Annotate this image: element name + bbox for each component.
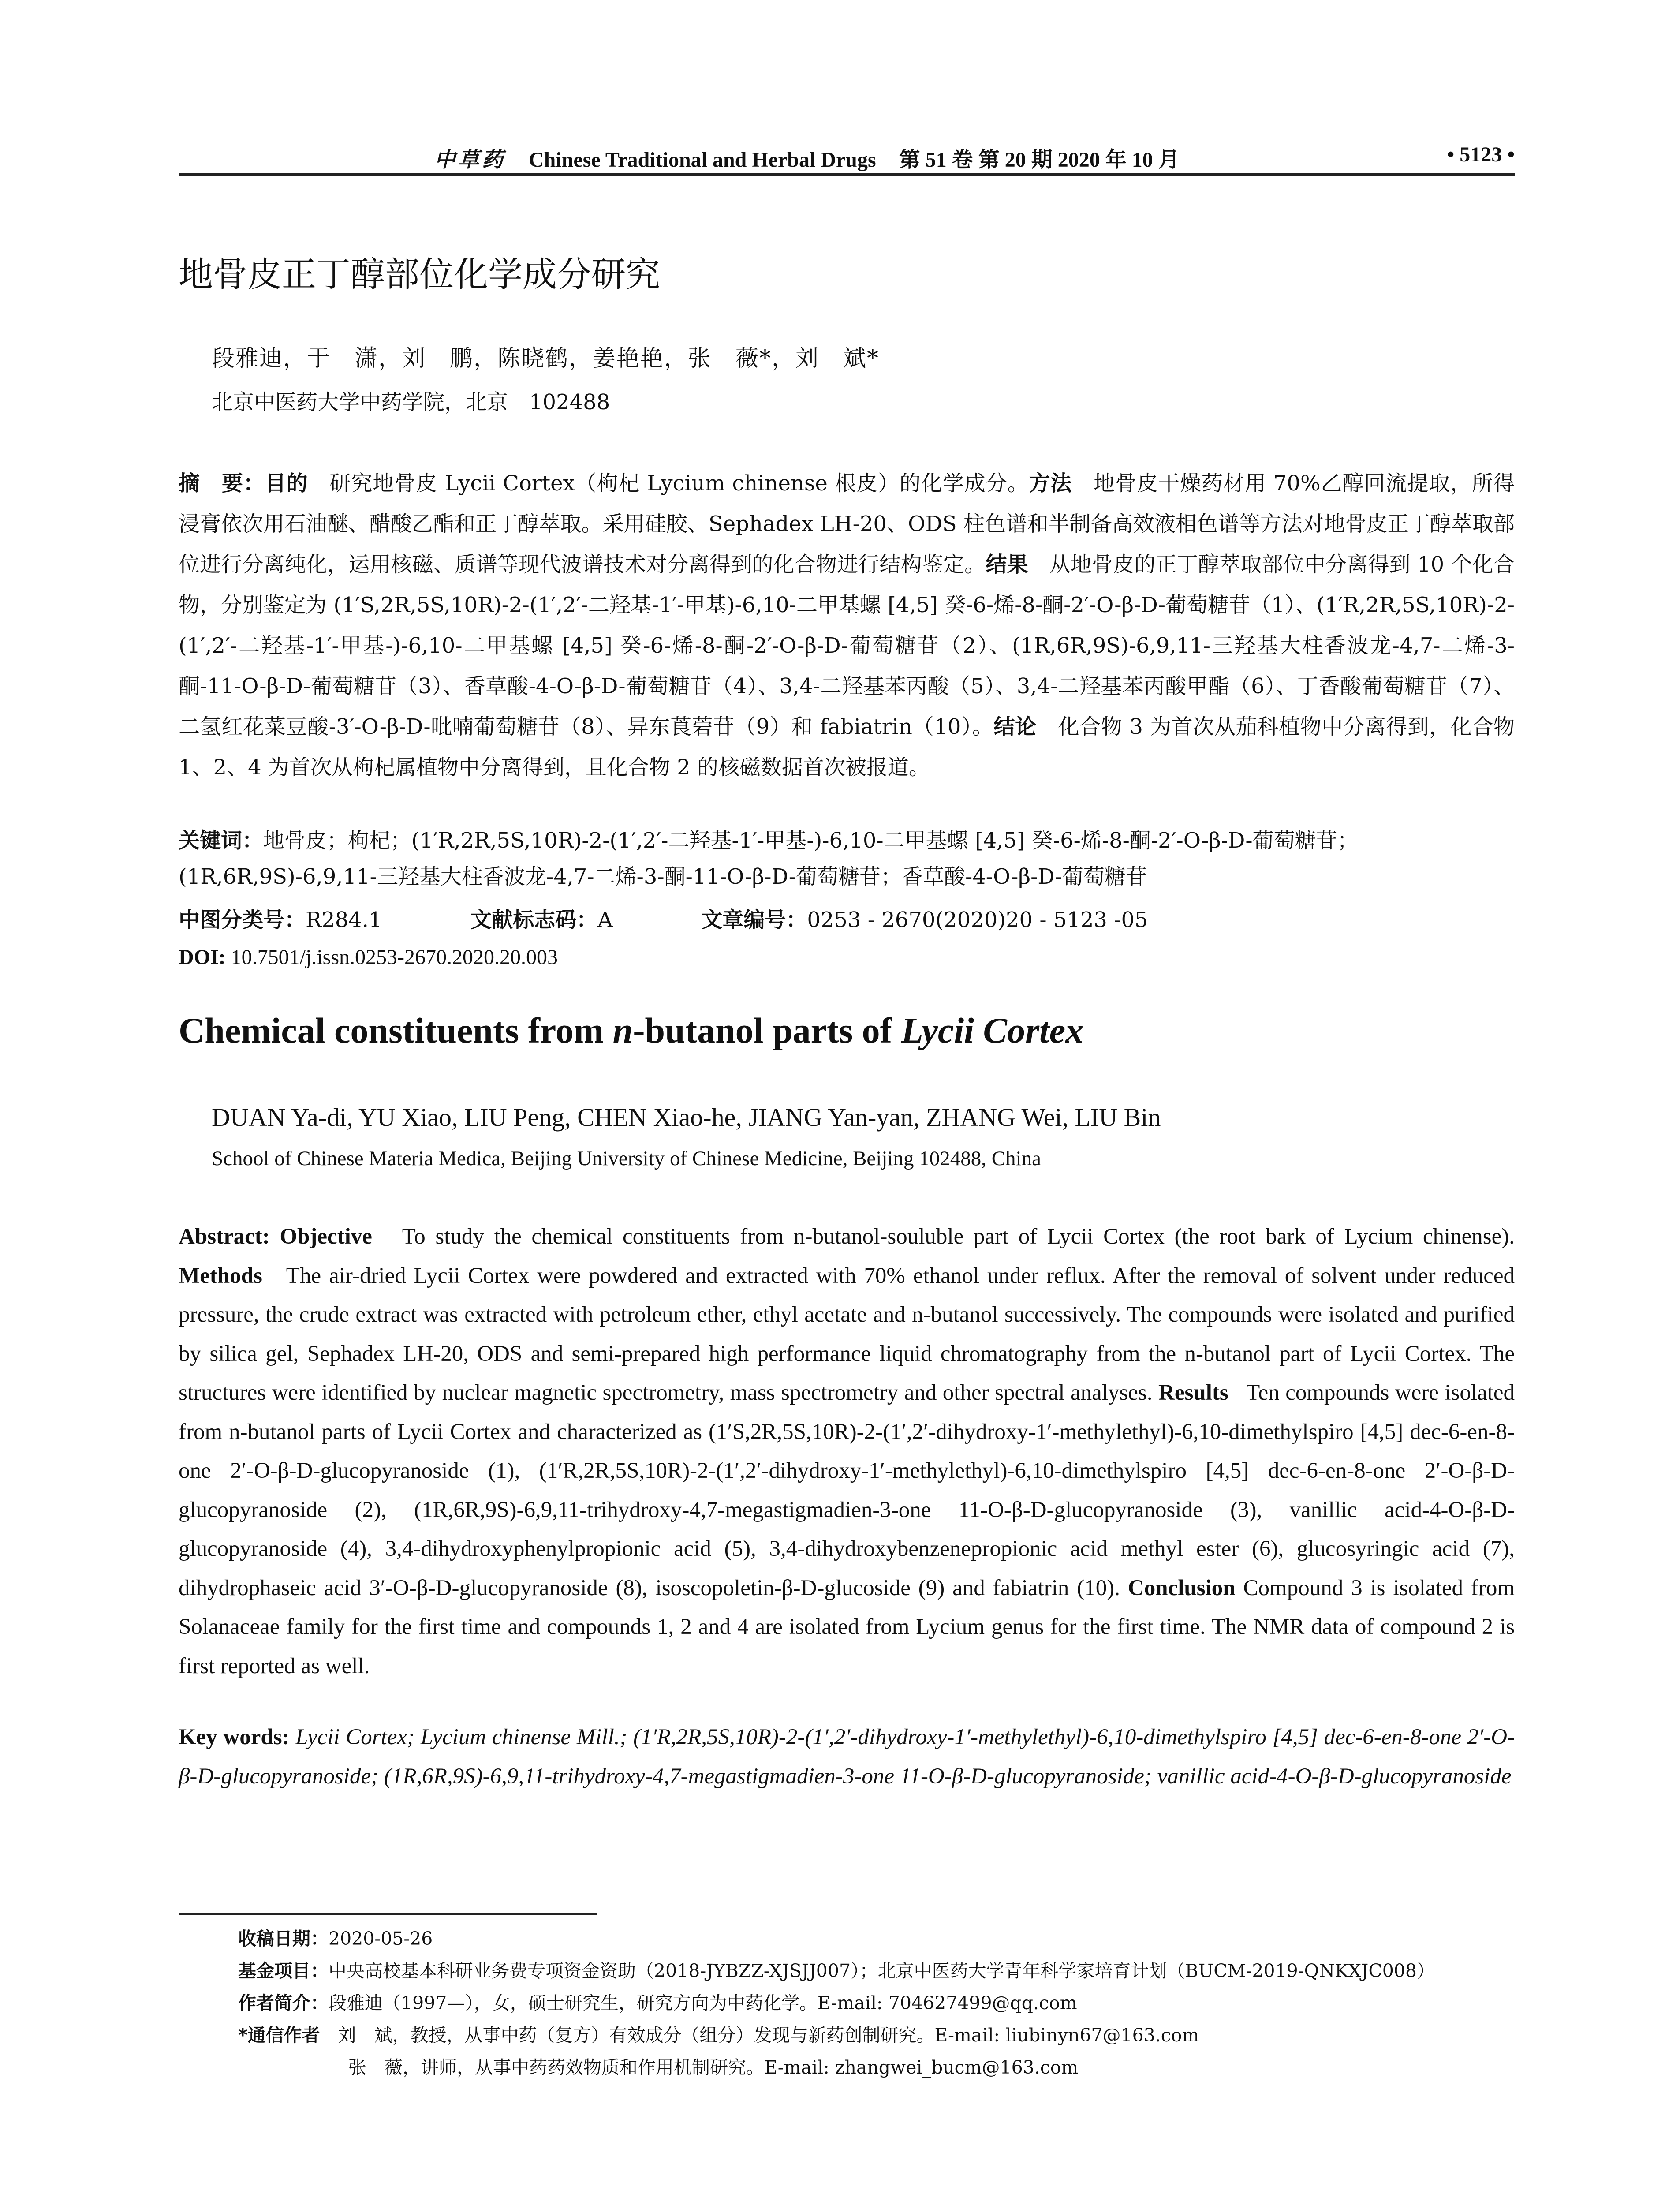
articleno-value: 0253 - 2670(2020)20 - 5123 -05 bbox=[807, 908, 1148, 932]
english-title bbox=[179, 1010, 1083, 1051]
english-authors: DUAN Ya-di, YU Xiao, LIU Peng, CHEN Xiao-he, JIANG Yan-yan, ZHANG Wei, LIU Bin bbox=[212, 1103, 1161, 1132]
running-header bbox=[179, 139, 1515, 176]
clc-label: 中图分类号： bbox=[179, 908, 306, 932]
objective-label: 目的 bbox=[265, 471, 308, 496]
keywords-text: 地骨皮；枸杞；(1′R,2R,5S,10R)-2-(1′,2′-二羟基-1′-甲基-)-6,10-二甲基螺 [4,5] 癸-6-烯-8-酮-2′-O-β-D-葡萄糖苷；(1R,6R,9S)-6,9,11-三羟基大柱香波龙-4,7-二烯-3-酮-11-O-β-D-葡萄糖苷；香草酸-4-O-β-D-葡萄糖苷 bbox=[179, 828, 1359, 889]
footnotes bbox=[238, 1923, 1517, 2084]
conclusion-label: 结论 bbox=[993, 714, 1037, 739]
received-label: 收稿日期： bbox=[238, 1928, 329, 1949]
chinese-title: 地骨皮正丁醇部位化学成分研究 bbox=[179, 255, 661, 295]
correspondence-note-2 bbox=[238, 2052, 1517, 2084]
english-title-part: Lycii Cortex bbox=[901, 1010, 1084, 1050]
keywords-label: 关键词： bbox=[179, 828, 264, 853]
en-conclusion-text: Compound 3 is isolated from Solanaceae family for the first time and compounds 1, 2 and 4 are isolated from Lycium genus for the first time. The NMR data of compound 2 is first reported as well. bbox=[179, 1575, 1515, 1678]
author-label: 作者简介： bbox=[238, 1992, 329, 2014]
chinese-abstract bbox=[179, 463, 1515, 788]
en-objective-text: To study the chemical constituents from n-butanol-souluble part of Lycii Cortex (the root bark of Lycium chinense). bbox=[402, 1224, 1515, 1249]
conclusion-text: 化合物 3 为首次从茄科植物中分离得到，化合物 1、2、4 为首次从枸杞属植物中分离得到，且化合物 2 的核磁数据首次被报道。 bbox=[179, 714, 1515, 780]
articleno-label: 文章编号： bbox=[701, 908, 807, 932]
footnote-divider bbox=[179, 1913, 597, 1915]
fund-note bbox=[238, 1955, 1517, 1987]
fund-label: 基金项目： bbox=[238, 1960, 329, 1981]
en-conclusion-label: Conclusion bbox=[1127, 1575, 1236, 1600]
english-affiliation: School of Chinese Materia Medica, Beijing University of Chinese Medicine, Beijing 102488, China bbox=[212, 1147, 1041, 1170]
author-note bbox=[238, 1987, 1517, 2019]
chinese-affiliation: 北京中医药大学中药学院，北京 102488 bbox=[212, 390, 610, 415]
en-keywords-text: Lycii Cortex; Lycium chinense Mill.; (1′R,2R,5S,10R)-2-(1′,2′-dihydroxy-1′-methylethyl)-6,10-dimethylspiro [4,5] dec-6-en-8-one 2′-O-β-D-glucopyranoside; (1R,6R,9S)-6,9,11-trihydroxy-4,7-megastigmadien-3-one 11-O-β-D-glucopyranoside; vanillic acid-4-O-β-D-glucopyranoside bbox=[179, 1725, 1515, 1789]
journal-issue: 第 51 卷 第 20 期 2020 年 10 月 bbox=[899, 148, 1180, 172]
abstract-label: 摘 要： bbox=[179, 471, 265, 496]
results-label: 结果 bbox=[986, 552, 1028, 577]
page-number: • 5123 • bbox=[1447, 143, 1515, 166]
doi-label: DOI: bbox=[179, 946, 226, 969]
received-date: 2020-05-26 bbox=[329, 1928, 433, 1949]
doi-value: 10.7501/j.issn.0253-2670.2020.20.003 bbox=[231, 946, 558, 969]
doccode-value: A bbox=[597, 908, 613, 932]
correspondence-note bbox=[238, 2019, 1517, 2052]
classification-line bbox=[179, 902, 1515, 938]
doccode-label: 文献标志码： bbox=[470, 908, 598, 932]
en-keywords-label: Key words: bbox=[179, 1725, 290, 1749]
chinese-keywords bbox=[179, 822, 1515, 895]
methods-label: 方法 bbox=[1029, 471, 1072, 496]
english-title-part: -butanol parts of bbox=[633, 1010, 901, 1050]
correspondence-label: *通信作者 bbox=[238, 2025, 320, 2046]
correspondence-author-1: 刘 斌，教授，从事中药（复方）有效成分（组分）发现与新药创制研究。E-mail: liubinyn67@163.com bbox=[338, 2025, 1199, 2046]
methods-text: 地骨皮干燥药材用 70%乙醇回流提取，所得浸膏依次用石油醚、醋酸乙酯和正丁醇萃取。采用硅胶、Sephadex LH-20、ODS 柱色谱和半制备高效液相色谱等方法对地骨皮正丁醇萃取部位进行分离纯化，运用核磁、质谱等现代波谱技术对分离得到的化合物进行结构鉴定。 bbox=[179, 471, 1515, 577]
objective-text: 研究地骨皮 Lycii Cortex（枸杞 Lycium chinense 根皮）的化学成分。 bbox=[329, 471, 1029, 496]
en-methods-label: Methods bbox=[179, 1263, 262, 1288]
author-text: 段雅迪（1997—），女，硕士研究生，研究方向为中药化学。E-mail: 704627499@qq.com bbox=[329, 1992, 1077, 2014]
journal-brand: 中草药 bbox=[434, 148, 506, 172]
journal-name bbox=[434, 142, 1180, 173]
en-results-label: Results bbox=[1158, 1380, 1228, 1405]
english-title-part: n bbox=[612, 1010, 633, 1050]
journal-title: Chinese Traditional and Herbal Drugs bbox=[529, 148, 876, 172]
english-abstract bbox=[179, 1217, 1515, 1686]
received-note bbox=[238, 1923, 1517, 1955]
en-abstract-label: Abstract: Objective bbox=[179, 1224, 372, 1249]
english-keywords bbox=[179, 1718, 1515, 1796]
results-text: 从地骨皮的正丁醇萃取部位中分离得到 10 个化合物，分别鉴定为 (1′S,2R,5S,10R)-2-(1′,2′-二羟基-1′-甲基)-6,10-二甲基螺 [4,5] 癸-6-烯-8-酮-2′-O-β-D-葡萄糖苷（1）、(1′R,2R,5S,10R)-2-(1′,2′-二羟基-1′-甲基-)-6,10-二甲基螺 [4,5] 癸-6-烯-8-酮-2′-O-β-D-葡萄糖苷（2）、(1R,6R,9S)-6,9,11-三羟基大柱香波龙-4,7-二烯-3-酮-11-O-β-D-葡萄糖苷（3）、香草酸-4-O-β-D-葡萄糖苷（4）、3,4-二羟基苯丙酸（5）、3,4-二羟基苯丙酸甲酯（6）、丁香酸葡萄糖苷（7）、二氢红花菜豆酸-3′-O-β-D-吡喃葡萄糖苷（8）、异东莨菪苷（9）和 fabiatrin（10）。 bbox=[179, 552, 1515, 739]
correspondence-author-2: 张 薇，讲师，从事中药药效物质和作用机制研究。E-mail: zhangwei_bucm@163.com bbox=[348, 2057, 1079, 2078]
fund-text: 中央高校基本科研业务费专项资金资助（2018-JYBZZ-XJSJJ007）；北京中医药大学青年科学家培育计划（BUCM-2019-QNKXJC008） bbox=[329, 1960, 1435, 1981]
en-results-text: Ten compounds were isolated from n-butanol parts of Lycii Cortex and characterized as (1′S,2R,5S,10R)-2-(1′,2′-dihydroxy-1′-methylethyl)-6,10-dimethylspiro [4,5] dec-6-en-8-one 2′-O-β-D-glucopyranoside (1), (1′R,2R,5S,10R)-2-(1′,2′-dihydroxy-1′-methylethyl)-6,10-dimethylspiro [4,5] dec-6-en-8-one 2′-O-β-D-glucopyranoside (2), (1R,6R,9S)-6,9,11-trihydroxy-4,7-megastigmadien-3-one 11-O-β-D-glucopyranoside (3), vanillic acid-4-O-β-D-glucopyranoside (4), 3,4-dihydroxyphenylpropionic acid (5), 3,4-dihydroxybenzenepropionic acid methyl ester (6), glucosyringic acid (7), dihydrophaseic acid 3′-O-β-D-glucopyranoside (8), isoscopoletin-β-D-glucoside (9) and fabiatrin (10). bbox=[179, 1380, 1515, 1600]
chinese-authors: 段雅迪，于 潇，刘 鹏，陈晓鹤，姜艳艳，张 薇*，刘 斌* bbox=[212, 345, 880, 372]
doi-line bbox=[179, 939, 1515, 975]
english-title-part: Chemical constituents from bbox=[179, 1010, 613, 1050]
clc-value: R284.1 bbox=[306, 908, 382, 932]
en-methods-text: The air-dried Lycii Cortex were powdered and extracted with 70% ethanol under reflux. After the removal of solvent under reduced pressure, the crude extract was extracted with petroleum ether, ethyl acetate and n-butanol successively. The compounds were isolated and purified by silica gel, Sephadex LH-20, ODS and semi-prepared high performance liquid chromatography from the n-butanol part of Lycii Cortex. The structures were identified by nuclear magnetic spectrometry, mass spectrometry and other spectral analyses. bbox=[179, 1263, 1515, 1405]
